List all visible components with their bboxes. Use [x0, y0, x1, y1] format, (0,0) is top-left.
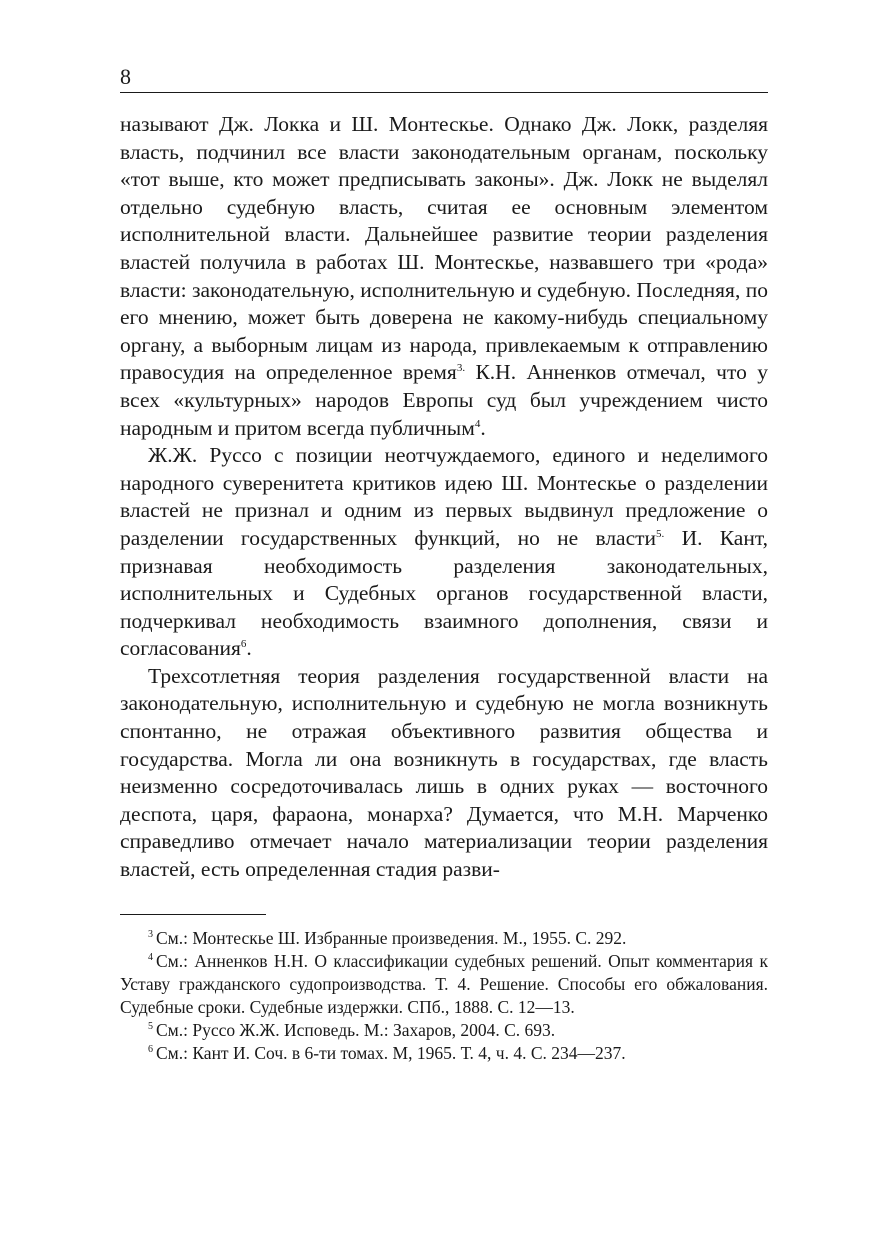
- footnote-text: См.: Анненков Н.Н. О классификации судебных решений. Опыт комментария к Уставу гражданского судопроизводства. Т. 4. Решение. Способы его обжалования. Судебные сроки. Судебные издержки. СПб., 1888. С. 12—13.: [120, 950, 768, 1017]
- footnote: [120, 950, 768, 1019]
- footnote-text: См.: Монтескье Ш. Избранные произведения. М., 1955. С. 292.: [156, 927, 627, 948]
- footnote: [120, 927, 768, 950]
- footnote: [120, 1019, 768, 1042]
- book-page: [120, 62, 768, 1065]
- paragraph: называют Дж. Локка и Ш. Монтескье. Однако Дж. Локк, разделяя власть, подчинил все власти законодательным органам, поскольку «тот выше, кто может предписывать законы». Дж. Локк не выделял отдельно судебную власть, считая ее основным элементом исполнительной власти. Дальнейшее развитие теории разделения властей получила в работах Ш. Монтескье, назвавшего три «рода» власти: законодательную, исполнительную и судебную. Последняя, по его мнению, может быть доверена не какому-нибудь специальному органу, а выборным лицам из народа, привлекаемым к отправлению правосудия на определенное время$^{3.}$ К.Н. Анненков отмечал, что у всех «культурных» народов Европы суд был учреждением чисто народным и притом всегда публичным$^4$.: [120, 112, 768, 440]
- page-number: 8: [120, 64, 131, 89]
- footnote-separator: [120, 914, 266, 915]
- footnote-number: 6: [148, 1043, 153, 1055]
- footnote-number: 3: [148, 928, 153, 940]
- footnote-ref[interactable]: 6: [240, 638, 247, 651]
- footnote-ref[interactable]: 3.: [456, 362, 466, 375]
- header-rule: [120, 92, 768, 93]
- footnote-ref[interactable]: 4: [474, 417, 481, 430]
- paragraph: Ж.Ж. Руссо с позиции неотчуждаемого, единого и неделимого народного суверенитета критиков идею Ш. Монтескье о разделении властей не признал и одним из первых выдвинул предложение о разделении государственных функций, но не власти$^{5.}$ И. Кант, признавая необходимость разделения законодательных, исполнительных и Судебных органов государственной власти, подчеркивал необходимость взаимного дополнения, связи и согласования$^6$.: [120, 443, 768, 661]
- body-text: [120, 111, 768, 884]
- footnote-number: 4: [148, 951, 153, 963]
- footnote: [120, 1042, 768, 1065]
- footnote-number: 5: [148, 1020, 153, 1032]
- footnotes: [120, 927, 768, 1065]
- footnote-ref[interactable]: 5.: [656, 527, 665, 540]
- footnote-text: См.: Кант И. Соч. в 6-ти томах. М, 1965. Т. 4, ч. 4. С. 234—237.: [156, 1042, 626, 1063]
- paragraph: Трехсотлетняя теория разделения государственной власти на законодательную, исполнительную и судебную не могла возникнуть спонтанно, не отражая объективного развития общества и государства. Могла ли она возникнуть в государствах, где власть неизменно сосредоточивалась лишь в одних руках — восточного деспота, царя, фараона, монарха? Думается, что М.Н. Марченко справедливо отмечает начало материализации теории разделения властей, есть определенная стадия разви-: [120, 663, 768, 882]
- footnote-text: См.: Руссо Ж.Ж. Исповедь. М.: Захаров, 2004. С. 693.: [156, 1019, 556, 1040]
